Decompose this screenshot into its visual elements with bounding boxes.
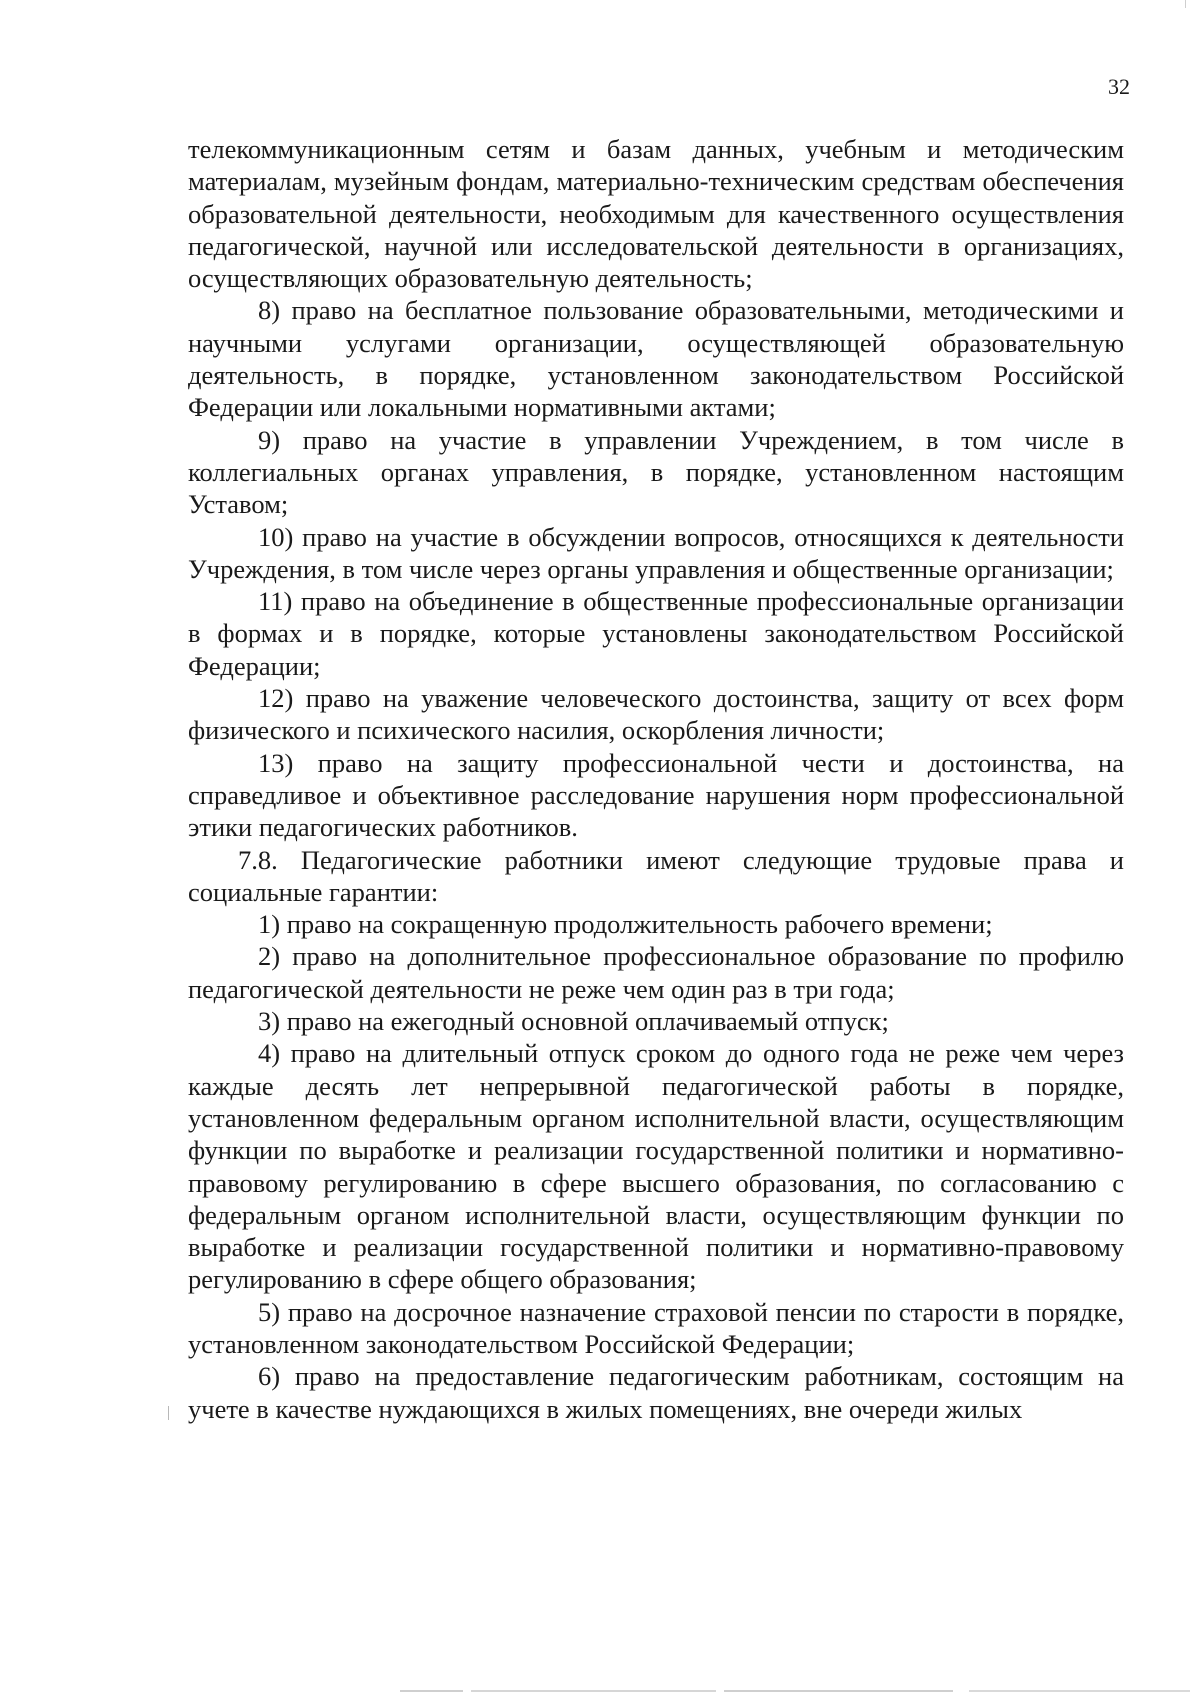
paragraph: 5) право на досрочное назначение страховой пенсии по старости в порядке, установленном законодательством Российской Федерации; xyxy=(188,1296,1124,1359)
paragraph: 8) право на бесплатное пользование образовательными, методическими и научными услугами организации, осуществляющей образовательную деятельность, в порядке, установленном законодательством Российской Федерации или локальными нормативными актами; xyxy=(188,295,1124,423)
page-number: 32 xyxy=(1108,74,1130,99)
paragraph: 13) право на защиту профессиональной чести и достоинства, на справедливое и объективное расследование нарушения норм профессиональной этики педагогических работников. xyxy=(188,747,1124,843)
scan-corner-mark xyxy=(1185,0,1186,8)
paragraph: телекоммуникационным сетям и базам данных, учебным и методическим материалам, музейным фондам, материально-техническим средствам обеспечения образовательной деятельности, необходимым для качественного осуществления педагогической, научной или исследовательской деятельности в организациях, осуществляющих образовательную деятельность; xyxy=(188,134,1124,294)
section-paragraph: 7.8. Педагогические работники имеют следующие трудовые права и социальные гарантии: xyxy=(188,844,1124,907)
paragraph: 4) право на длительный отпуск сроком до одного года не реже чем через каждые десять лет непрерывной педагогической работы в порядке, установленном федеральным органом исполнительной власти, осуществляющим функции по выработке и реализации государственной политики и нормативно-правовому регулированию в сфере высшего образования, по согласованию с федеральным органом исполнительной власти, осуществляющим функции по выработке и реализации государственной политики и нормативно-правовому регулированию в сфере общего образования; xyxy=(188,1038,1124,1295)
paragraph: 12) право на уважение человеческого достоинства, защиту от всех форм физического и психического насилия, оскорбления личности; xyxy=(188,683,1124,746)
document-body xyxy=(188,133,1124,1425)
paragraph: 1) право на сокращенную продолжительность рабочего времени; xyxy=(258,909,993,940)
paragraph: 9) право на участие в управлении Учреждением, в том числе в коллегиальных органах управления, в порядке, установленном настоящим Уставом; xyxy=(188,424,1124,520)
scan-bottom-edge xyxy=(400,1690,1190,1692)
scan-margin-mark xyxy=(168,1406,169,1420)
paragraph: 3) право на ежегодный основной оплачиваемый отпуск; xyxy=(258,1006,889,1037)
paragraph: 2) право на дополнительное профессиональное образование по профилю педагогической деятельности не реже чем один раз в три года; xyxy=(188,941,1124,1004)
paragraph: 6) право на предоставление педагогическим работникам, состоящим на учете в качестве нуждающихся в жилых помещениях, вне очереди жилых xyxy=(188,1361,1124,1424)
paragraph: 11) право на объединение в общественные профессиональные организации в формах и в порядке, которые установлены законодательством Российской Федерации; xyxy=(188,586,1124,681)
paragraph: 10) право на участие в обсуждении вопросов, относящихся к деятельности Учреждения, в том числе через органы управления и общественные организации; xyxy=(188,521,1124,584)
